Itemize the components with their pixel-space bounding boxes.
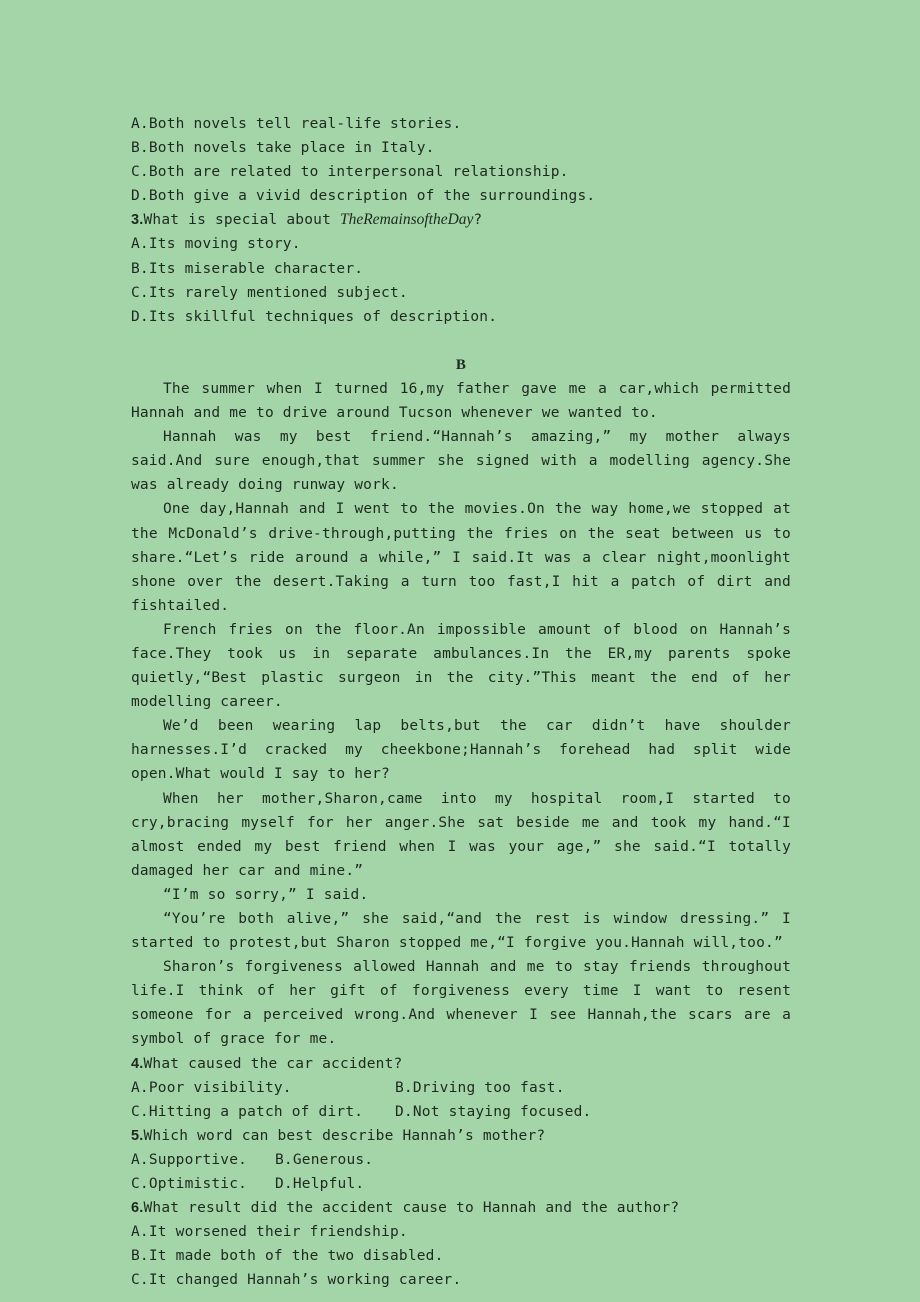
q4-option-a: A.Poor visibility. — [131, 1079, 292, 1096]
q5-option-b: B.Generous. — [275, 1151, 374, 1168]
question-6-number: 6. — [131, 1200, 144, 1217]
q6-option-a: A.It worsened their friendship. — [131, 1224, 408, 1241]
question-3 — [131, 208, 791, 232]
q4-option-b: B.Driving too fast. — [395, 1079, 565, 1096]
q4-options-row-2 — [131, 1100, 791, 1124]
passage-paragraph: “You’re both alive,” she said,“and the rest is window dressing.” I started to protest,but Sharon stopped me,“I forgive you.Hannah will,too.” — [131, 911, 791, 952]
passage-paragraph: Sharon’s forgiveness allowed Hannah and me to stay friends throughout life.I think of her gift of forgiveness every time I want to resent someone for a perceived wrong.And whenever I see Hannah,the scars are a symbol of grace for me. — [131, 959, 791, 1048]
question-3-text: What is special about — [143, 212, 340, 229]
question-5-text: Which word can best describe Hannah’s mother? — [143, 1127, 546, 1144]
question-3-number: 3. — [131, 212, 144, 229]
q6-option-c: C.It changed Hannah’s working career. — [131, 1272, 462, 1289]
question-6 — [131, 1196, 791, 1220]
q5-option-c: C.Optimistic. — [131, 1176, 248, 1193]
q2-option-d: D.Both give a vivid description of the surroundings. — [131, 188, 596, 205]
passage-paragraph: The summer when I turned 16,my father gave me a car,which permitted Hannah and me to drive around Tucson whenever we wanted to. — [131, 380, 791, 422]
q3-option-c: C.Its rarely mentioned subject. — [131, 284, 408, 301]
q3-option-b: B.Its miserable character. — [131, 260, 364, 277]
question-4-text: What caused the car accident? — [143, 1055, 403, 1072]
q6-option-b: B.It made both of the two disabled. — [131, 1248, 444, 1265]
question-5-number: 5. — [131, 1127, 144, 1144]
passage-paragraph: One day,Hannah and I went to the movies.On the way home,we stopped at the McDonald’s drive-through,putting the fries on the seat between us to share.“Let’s ride around a while,” I said.It was a clear night,moonlight shone over the desert.Taking a turn too fast,I hit a patch of dirt and fishtailed. — [131, 501, 791, 614]
question-3-mark: ? — [473, 212, 483, 229]
q5-options-row-1 — [131, 1148, 791, 1172]
passage-paragraph: We’d been wearing lap belts,but the car didn’t have shoulder harnesses.I’d cracked my cheekbone;Hannah’s forehead had split wide open.What would I say to her? — [131, 718, 791, 783]
section-gap — [131, 329, 791, 353]
question-4-number: 4. — [131, 1055, 144, 1072]
q4-option-c: C.Hitting a patch of dirt. — [131, 1103, 364, 1120]
q5-option-d: D.Helpful. — [275, 1176, 365, 1193]
q3-option-d: D.Its skillful techniques of description. — [131, 308, 498, 325]
question-4 — [131, 1052, 791, 1076]
question-6-text: What result did the accident cause to Hannah and the author? — [143, 1200, 680, 1217]
book-title: TheRemainsoftheDay — [339, 211, 474, 229]
q3-option-a: A.Its moving story. — [131, 236, 301, 253]
page-content — [131, 112, 791, 1293]
passage-paragraph: When her mother,Sharon,came into my hospital room,I started to cry,bracing myself for her anger.She sat beside me and took my hand.“I almost ended my best friend when I was your age,” she said.“I totally damaged her car and mine.” — [131, 790, 791, 879]
q2-option-a: A.Both novels tell real-life stories. — [131, 116, 462, 132]
q5-options-row-2 — [131, 1172, 791, 1196]
passage-paragraph: Hannah was my best friend.“Hannah’s amazing,” my mother always said.And sure enough,that summer she signed with a modelling agency.She was already doing runway work. — [131, 429, 791, 494]
passage-paragraph: French fries on the floor.An impossible amount of blood on Hannah’s face.They took us in separate ambulances.In the ER,my parents spoke quietly,“Best plastic surgeon in the city.”This meant the end of her modelling career. — [131, 621, 791, 711]
q5-option-a: A.Supportive. — [131, 1151, 248, 1168]
passage-paragraph: “I’m so sorry,” I said. — [163, 886, 369, 903]
q4-options-row-1 — [131, 1076, 791, 1100]
q4-option-d: D.Not staying focused. — [395, 1103, 592, 1120]
question-5 — [131, 1124, 791, 1148]
section-b-title: B — [455, 356, 467, 373]
q2-option-b: B.Both novels take place in Italy. — [131, 140, 435, 157]
q2-option-c: C.Both are related to interpersonal relationship. — [131, 164, 569, 181]
